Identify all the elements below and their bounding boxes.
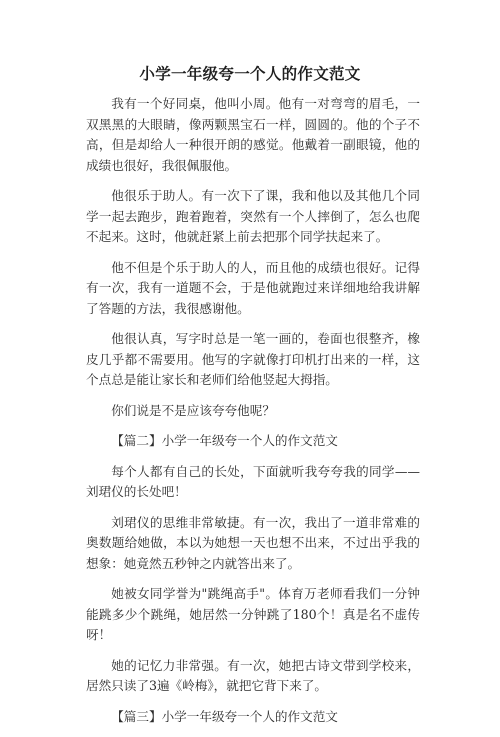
paragraph-careful: 他很认真，写字时总是一笔一画的，卷面也很整齐，橡皮几乎都不需要用。他写的字就像打印机打出来的一样，这个点总是能让家长和老师们给他竖起大拇指。	[86, 331, 420, 387]
paragraph-grades: 他不但是个乐于助人的人，而且他的成绩也很好。记得有一次，我有一道题不会，于是他就跑过来详细地给我讲解了答题的方法，我很感谢他。	[86, 259, 420, 316]
section-heading-3: 【篇三】小学一年级夸一个人的作文范文	[111, 708, 338, 724]
section-heading-2: 【篇二】小学一年级夸一个人的作文范文	[111, 433, 338, 448]
article-body	[86, 94, 420, 737]
page-title: 小学一年级夸一个人的作文范文	[139, 65, 361, 83]
paragraph-helpful: 他很乐于助人。有一次下了课，我和他以及其他几个同学一起去跑步，跑着跑着，突然有一个人摔倒了，怎么也爬不起来。这时，他就赶紧上前去把那个同学扶起来了。	[86, 188, 420, 244]
paragraph-jump-rope: 她被女同学誉为"跳绳高手"。体育万老师看我们一分钟能跳多少个跳绳，她居然一分钟跳了180个！真是名不虚传呀！	[86, 586, 420, 642]
paragraph-question: 你们说是不是应该夸夸他呢？	[111, 402, 275, 418]
paragraph-strengths: 每个人都有自己的长处，下面就听我夸夸我的同学——刘珺仪的长处吧！	[86, 463, 420, 499]
paragraph-memory: 她的记忆力非常强。有一次，她把古诗文带到学校来，居然只读了3遍《岭梅》，就把它背下来了。	[86, 657, 420, 693]
paragraph-intro: 我有一个好同桌，他叫小周。他有一对弯弯的眉毛，一双黑黑的大眼睛，像两颗黑宝石一样，圆圆的。他的个子不高，但是却给人一种很开朗的感觉。他戴着一副眼镜，他的成绩也很好，我很佩服他。	[86, 96, 420, 173]
paragraph-quick-thinking: 刘珺仪的思维非常敏捷。有一次，我出了一道非常难的奥数题给她做，本以为她想一天也想不出来，不过出乎我的想象：她竟然五秒钟之内就答出来了。	[86, 514, 420, 571]
